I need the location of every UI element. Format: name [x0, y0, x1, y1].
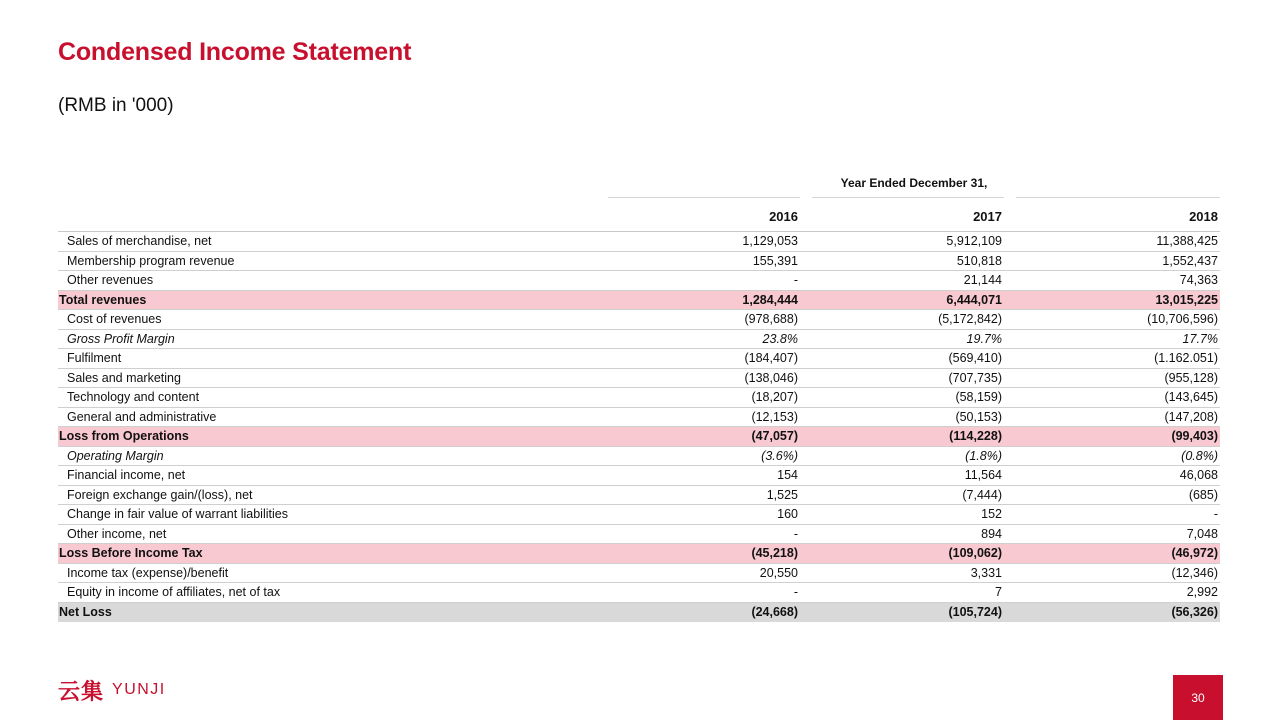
table-row	[58, 271, 1220, 291]
year-header-row	[58, 198, 1220, 232]
row-label: Sales of merchandise, net	[67, 234, 212, 249]
value-2017: 6,444,071	[946, 292, 1002, 307]
value-2016: 155,391	[752, 253, 798, 268]
value-2018: (685)	[1188, 487, 1218, 502]
table-row	[58, 427, 1220, 447]
value-2018: 2,992	[1186, 585, 1218, 600]
value-2017: (50,153)	[955, 409, 1002, 424]
table-row	[58, 525, 1220, 545]
value-2016: (184,407)	[744, 351, 798, 366]
row-label: Fulfilment	[67, 351, 122, 366]
value-2017: 7	[995, 585, 1002, 600]
currency-subtitle: (RMB in '000)	[58, 95, 174, 116]
value-2017: (569,410)	[948, 351, 1002, 366]
table-row	[58, 330, 1220, 350]
value-2018: 46,068	[1179, 468, 1218, 483]
value-2016: 1,129,053	[742, 234, 798, 249]
value-2016: 154	[777, 468, 798, 483]
value-2017: 21,144	[963, 273, 1002, 288]
value-2017: (58,159)	[955, 390, 1002, 405]
value-2017: 510,818	[956, 253, 1002, 268]
table-row	[58, 252, 1220, 272]
period-rule-2	[812, 197, 1004, 198]
row-label: Technology and content	[67, 390, 200, 405]
table-row	[58, 466, 1220, 486]
page-number-badge: 30	[1173, 675, 1223, 720]
value-2018: (46,972)	[1171, 546, 1218, 561]
table-row	[58, 505, 1220, 525]
value-2017: (109,062)	[948, 546, 1002, 561]
row-label: Sales and marketing	[67, 370, 181, 385]
value-2016: -	[793, 273, 798, 288]
row-label: Income tax (expense)/benefit	[67, 565, 229, 580]
row-label: Net Loss	[59, 605, 112, 620]
row-label: Loss Before Income Tax	[59, 546, 203, 561]
row-label: Operating Margin	[67, 448, 164, 463]
value-2016: -	[793, 526, 798, 541]
value-2016: 23.8%	[762, 331, 798, 346]
value-2018: (147,208)	[1164, 409, 1218, 424]
period-header	[58, 170, 1220, 198]
table-row	[58, 232, 1220, 252]
yunji-logo	[58, 676, 166, 704]
period-rule-1	[608, 197, 800, 198]
value-2018: -	[1213, 507, 1218, 522]
value-2017: (7,444)	[962, 487, 1002, 502]
row-label: Other revenues	[67, 273, 154, 288]
value-2018: (56,326)	[1171, 605, 1218, 620]
table-row	[58, 447, 1220, 467]
logo-chinese-text: 云集	[58, 678, 105, 704]
table-body	[58, 232, 1220, 622]
value-2016: (24,668)	[751, 605, 798, 620]
income-statement-table	[58, 170, 1220, 622]
row-label: Total revenues	[59, 292, 147, 307]
value-2016: -	[793, 585, 798, 600]
value-2016: (978,688)	[744, 312, 798, 327]
table-row	[58, 408, 1220, 428]
value-2018: 17.7%	[1182, 331, 1218, 346]
table-row	[58, 310, 1220, 330]
value-2018: (0.8%)	[1181, 448, 1218, 463]
row-label: Other income, net	[67, 526, 167, 541]
value-2016: (138,046)	[744, 370, 798, 385]
value-2017: 19.7%	[966, 331, 1002, 346]
value-2017: 11,564	[964, 468, 1002, 483]
value-2017: 5,912,109	[946, 234, 1002, 249]
value-2017: 152	[981, 507, 1002, 522]
value-2016: 1,284,444	[742, 292, 798, 307]
value-2018: (955,128)	[1164, 370, 1218, 385]
value-2017: (707,735)	[948, 370, 1002, 385]
year-header-2018: 2018	[1189, 208, 1218, 224]
period-rule-3	[1016, 197, 1220, 198]
value-2017: 3,331	[970, 565, 1002, 580]
period-label: Year Ended December 31,	[840, 176, 988, 190]
table-row	[58, 564, 1220, 584]
value-2016: (18,207)	[751, 390, 798, 405]
page-title: Condensed Income Statement	[58, 38, 412, 66]
value-2018: 13,015,225	[1155, 292, 1218, 307]
table-row	[58, 603, 1220, 623]
value-2017: 894	[981, 526, 1002, 541]
value-2018: 1,552,437	[1162, 253, 1218, 268]
table-row	[58, 544, 1220, 564]
year-header-2016: 2016	[769, 208, 798, 224]
row-label: Equity in income of affiliates, net of tax	[67, 585, 281, 600]
value-2016: 1,525	[766, 487, 798, 502]
table-row	[58, 369, 1220, 389]
row-label: Membership program revenue	[67, 253, 235, 268]
row-label: Change in fair value of warrant liabilities	[67, 507, 288, 522]
value-2016: (45,218)	[751, 546, 798, 561]
value-2017: (5,172,842)	[938, 312, 1002, 327]
value-2018: (143,645)	[1164, 390, 1218, 405]
row-label: Financial income, net	[67, 468, 186, 483]
value-2016: (12,153)	[751, 409, 798, 424]
table-row	[58, 349, 1220, 369]
value-2017: (114,228)	[949, 429, 1002, 444]
value-2016: 160	[777, 507, 798, 522]
value-2018: (12,346)	[1171, 565, 1218, 580]
value-2018: (10,706,596)	[1147, 312, 1218, 327]
table-row	[58, 486, 1220, 506]
value-2016: (47,057)	[751, 429, 798, 444]
row-label: Loss from Operations	[59, 429, 189, 444]
value-2018: (1.162.051)	[1154, 351, 1218, 366]
row-label: General and administrative	[67, 409, 217, 424]
value-2016: (3.6%)	[761, 448, 798, 463]
row-label: Gross Profit Margin	[67, 331, 175, 346]
value-2017: (105,724)	[948, 605, 1002, 620]
table-row	[58, 583, 1220, 603]
value-2017: (1.8%)	[965, 448, 1002, 463]
value-2018: (99,403)	[1171, 429, 1218, 444]
value-2016: 20,550	[759, 565, 798, 580]
row-label: Cost of revenues	[67, 312, 162, 327]
value-2018: 74,363	[1179, 273, 1218, 288]
year-header-2017: 2017	[973, 208, 1002, 224]
table-row	[58, 291, 1220, 311]
logo-english-text: YUNJI	[112, 681, 166, 698]
row-label: Foreign exchange gain/(loss), net	[67, 487, 253, 502]
value-2018: 7,048	[1186, 526, 1218, 541]
table-row	[58, 388, 1220, 408]
value-2018: 11,388,425	[1156, 234, 1218, 249]
